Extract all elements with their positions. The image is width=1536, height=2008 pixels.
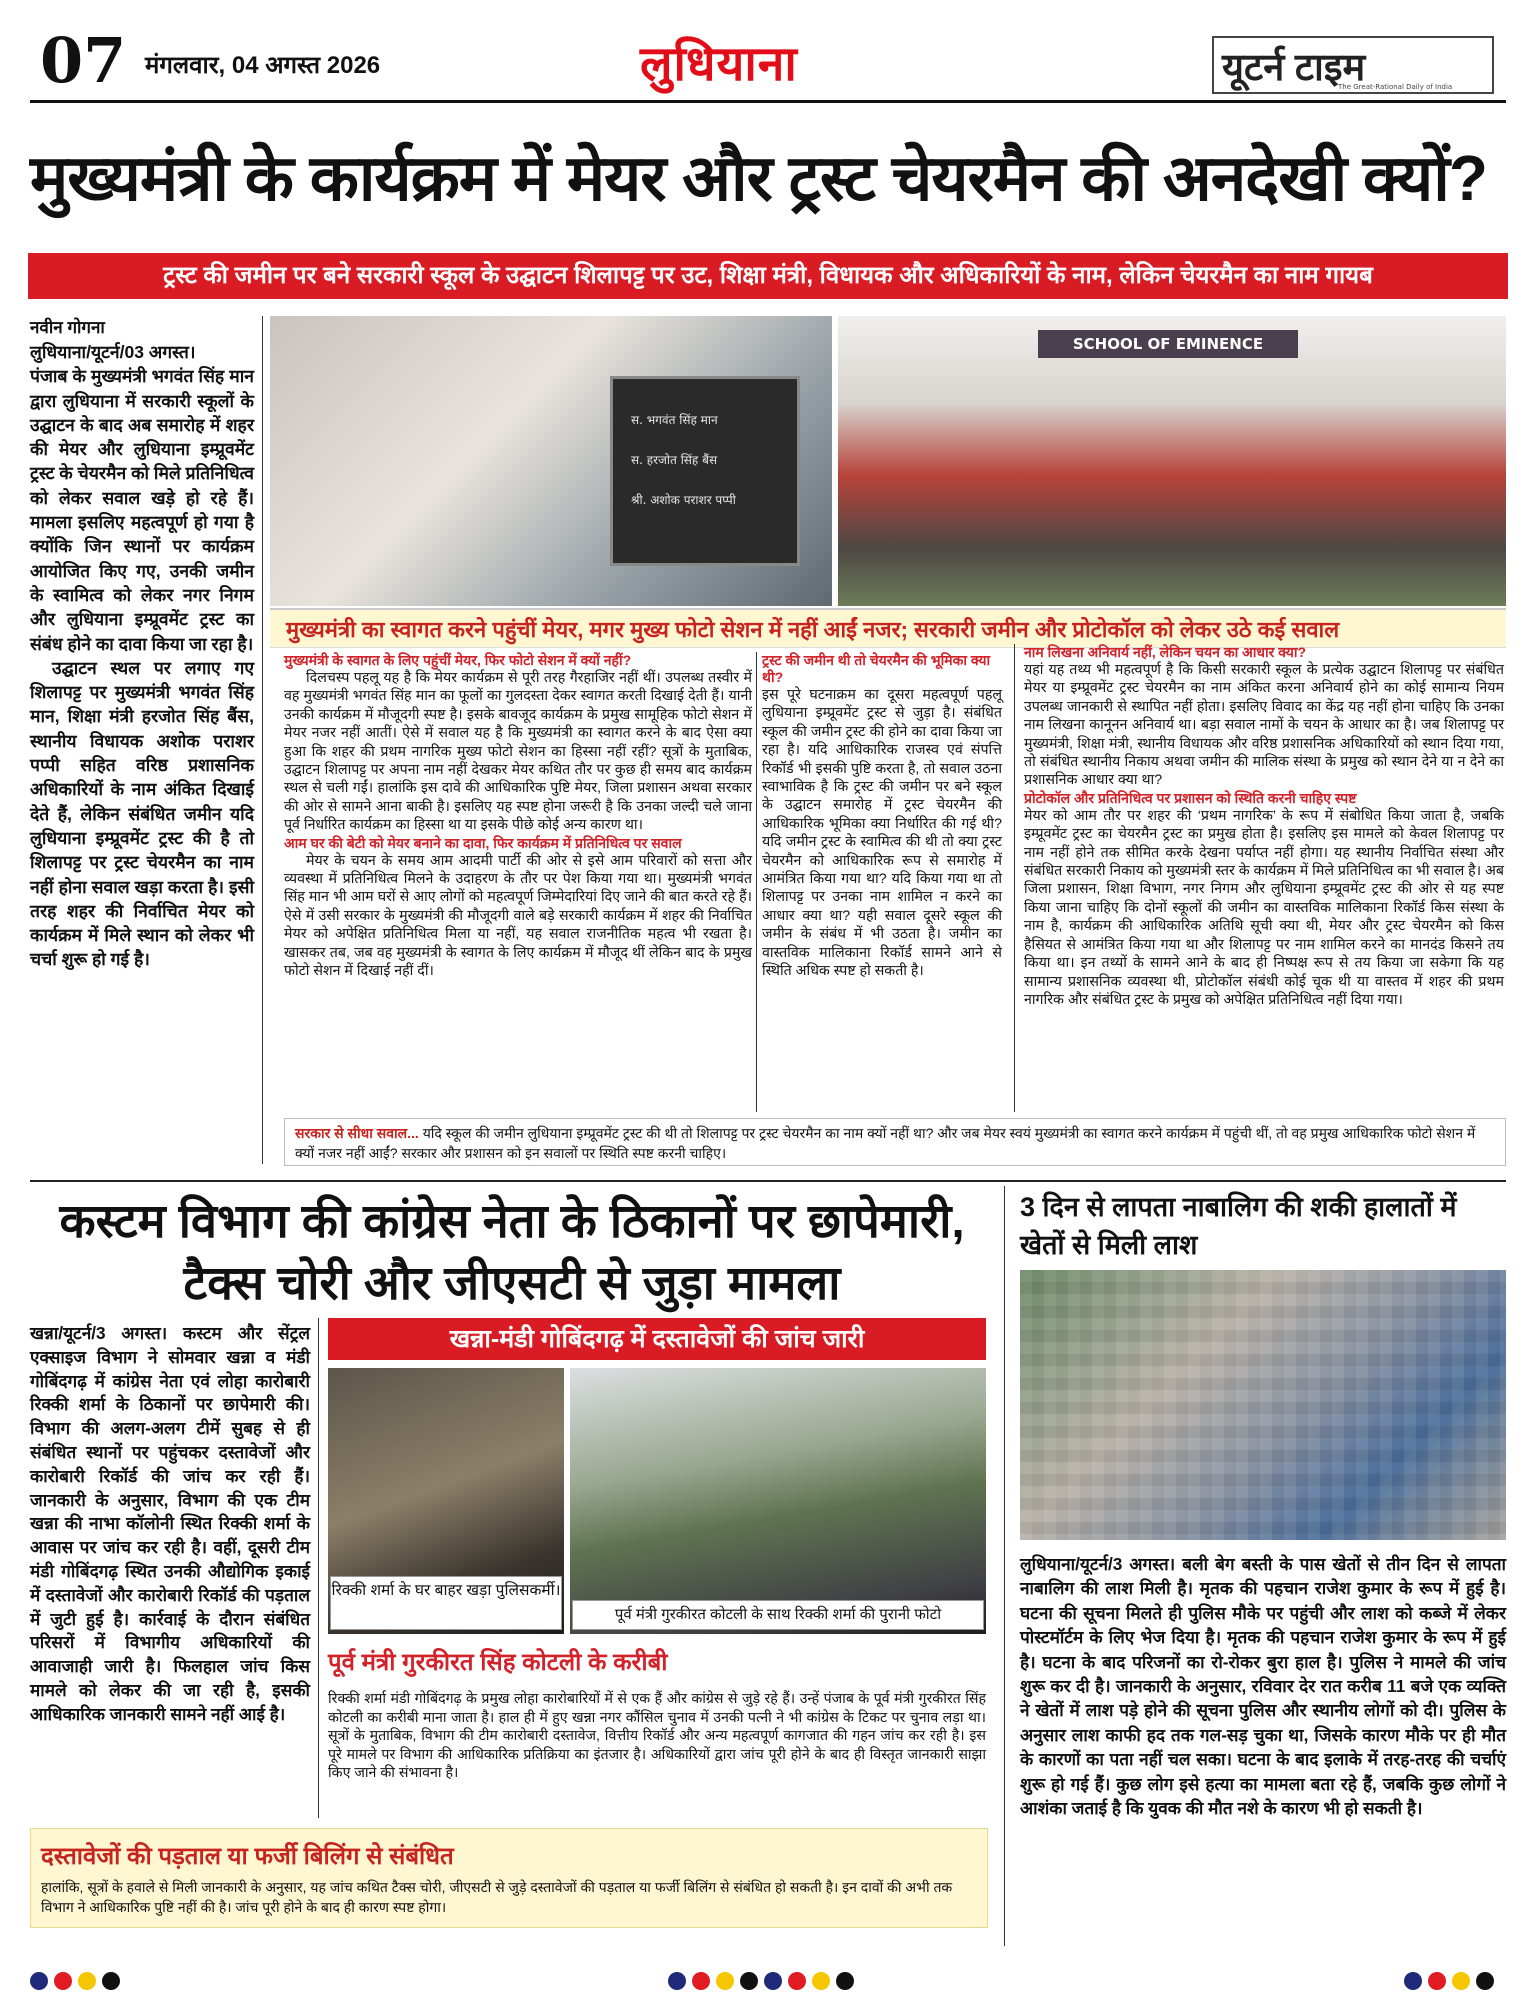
school-sign: SCHOOL OF EMINENCE: [1038, 330, 1298, 358]
issue-date: मंगलवार, 04 अगस्त 2026: [145, 52, 381, 79]
footer-dot: [1404, 1972, 1422, 1990]
lead-paragraph: उद्घाटन स्थल पर लगाए गए शिलापट्ट पर मुख्यमंत्री भगवंत सिंह मान, शिक्षा मंत्री हरजोत सिंह बैंस, स्थानीय विधायक अशोक पराशर पप्पी सहित वरिष्ठ प्रशासनिक अधिकारियों के नाम अंकित दिखाई देते हैं, लेकिन संबंधित जमीन यदि लुधियाना इम्प्रूवमेंट ट्रस्ट की है तो शिलापट्ट पर ट्रस्ट चेयरमैन का नाम नहीं होना सवाल खड़ा करता है। इसी तरह शहर की निर्वाचित मेयर को कार्यक्रम में मिले स्थान को लेकर भी चर्चा शुरू हो गई है।: [30, 657, 254, 970]
policeman-photo-caption: रिक्की शर्मा के घर बाहर खड़ा पुलिसकर्मी।: [330, 1576, 562, 1630]
main-headline: मुख्यमंत्री के कार्यक्रम में मेयर और ट्रस्ट चेयरमैन की अनदेखी क्यों?: [30, 142, 1487, 214]
column-paragraph: दिलचस्प पहलू यह है कि मेयर कार्यक्रम से पूरी तरह गैरहाजिर नहीं थीं। उपलब्ध तस्वीर में वह मुख्यमंत्री भगवंत सिंह मान का फूलों का गुलदस्ता देकर स्वागत करती दिखाई देती हैं। यानी उनकी कार्यक्रम में मौजूदगी स्पष्ट है। इसके बावजूद कार्यक्रम के प्रमुख सामूहिक फोटो सेशन में मेयर नजर नहीं आतीं। ऐसे में सवाल यह है कि मुख्यमंत्री का स्वागत करने के बाद ऐसा क्या हुआ कि शहर की प्रथम नागरिक मुख्य फोटो सेशन का हिस्सा नहीं रहीं? सूत्रों के मुताबिक, उद्घाटन शिलापट्ट पर अपना नाम नहीं देखकर मेयर कथित तौर पर कुछ ही समय बाद कार्यक्रम स्थल से चली गईं। हालांकि इस दावे की आधिकारिक पुष्टि मेयर, जिला प्रशासन अथवा सरकार की ओर से सामने आना बाकी है। इसलिए यह स्पष्ट होना जरूरी है कि उनका जल्दी चले जाना पूर्व निर्धारित कार्यक्रम का हिस्सा था या इसके पीछे कोई अन्य कारण था।: [284, 670, 752, 834]
column-paragraph: इस पूरे घटनाक्रम का दूसरा महत्वपूर्ण पहलू लुधियाना इम्प्रूवमेंट ट्रस्ट से जुड़ा है। संबंधित स्कूल की जमीन ट्रस्ट की होने का दावा किया जा रहा है। यदि आधिकारिक राजस्व एवं संपत्ति रिकॉर्ड भी इसकी पुष्टि करता है, तो सवाल उठना स्वाभाविक है कि ट्रस्ट की जमीन पर बने स्कूल के उद्घाटन समारोह में ट्रस्ट चेयरमैन की आधिकारिक भूमिका क्या निर्धारित की गई थी? यदि जमीन ट्रस्ट के स्वामित्व की थी तो क्या ट्रस्ट चेयरमैन को आधिकारिक रूप से समारोह में आमंत्रित किया गया था? यदि किया गया था तो शिलापट्ट पर उनका नाम शामिल न करने का आधार क्या था? यही सवाल दूसरे स्कूल की जमीन के संबंध में भी उठता है। जमीन का वास्तविक मालिकाना रिकॉर्ड सामने आने से स्थिति अधिक स्पष्ट हो सकती है।: [762, 687, 1002, 980]
plaque-line: स. हरजोत सिंह बैंस: [631, 453, 718, 467]
footer-dots-center: [668, 1972, 854, 1990]
customs-raid-subheading: पूर्व मंत्री गुरकीरत सिंह कोटली के करीबी: [328, 1649, 668, 1676]
newspaper-logo: [1212, 36, 1494, 94]
lead-paragraph: पंजाब के मुख्यमंत्री भगवंत सिंह मान द्वारा लुधियाना में सरकारी स्कूलों के उद्घाटन के बाद अब समारोह में शहर की मेयर और लुधियाना इम्प्रूवमेंट ट्रस्ट के चेयरमैन को मिले प्रतिनिधित्व को लेकर सवाल खड़े हो रहे हैं। मामला इसलिए महत्वपूर्ण हो गया है क्योंकि जिन स्थानों पर कार्यक्रम आयोजित किए गए, उनकी जमीन के स्वामित्व को लेकर नगर निगम और लुधियाना इम्प्रूवमेंट ट्रस्ट का संबंध होने का दावा किया जा रहा है।: [30, 366, 255, 654]
page-number: 07: [40, 24, 127, 97]
pixelation-overlay: [1020, 1270, 1506, 1540]
customs-raid-banner-text: खन्ना-मंडी गोबिंदगढ़ में दस्तावेजों की जांच जारी: [449, 1325, 865, 1353]
plaque-line: स. भगवंत सिंह मान: [631, 413, 718, 427]
lead-column: [30, 340, 254, 972]
footer-dot: [740, 1972, 758, 1990]
group-photo: [838, 316, 1506, 606]
article-column-1: [284, 652, 752, 981]
article-column-2: [762, 652, 1002, 981]
inauguration-plaque: [610, 376, 800, 566]
footer-dot: [30, 1972, 48, 1990]
customs-raid-body: खन्ना/यूटर्न/3 अगस्त। कस्टम और सेंट्रल एक्साइज विभाग ने सोमवार खन्ना व मंडी गोबिंदगढ़ में कांग्रेस नेता एवं लोहा कारोबारी रिक्की शर्मा के ठिकानों पर छापेमारी की। विभाग की अलग-अलग टीमें सुबह से ही संबंधित स्थानों पर पहुंचकर दस्तावेजों और कारोबारी रिकॉर्ड की जांच कर रही हैं। जानकारी के अनुसार, विभाग की एक टीम खन्ना की नाभा कॉलोनी स्थित रिक्की शर्मा के आवास पर जांच कर रही है। वहीं, दूसरी टीम मंडी गोबिंदगढ़ स्थित उनकी औद्योगिक इकाई में दस्तावेजों और कारोबारी रिकॉर्ड की पड़ताल में जुटी हुई है। कार्रवाई के दौरान संबंधित परिसरों में विभागीय अधिकारियों की आवाजाही जारी है। फिलहाल जांच किस मामले को लेकर की जा रही है, इसकी आधिकारिक जानकारी सामने नहीं आई है।: [30, 1323, 310, 1724]
column-divider: [318, 1318, 319, 1818]
missing-minor-body: लुधियाना/यूटर्न/3 अगस्त। बली बेग बस्ती के पास खेतों से तीन दिन से लापता नाबालिग की लाश मिली है। मृतक की पहचान राजेश कुमार के रूप में हुई है। घटना की सूचना मिलते ही पुलिस मौके पर पहुंची और लाश को कब्जे में लेकर पोस्टमॉर्टम के लिए भेज दिया है। मृतक की पहचान राजेश कुमार के रूप में हुई है। घटना के बाद परिजनों का रो-रोकर बुरा हाल है। पुलिस ने मामले की जांच शुरू कर दी है। जानकारी के अनुसार, रविवार देर रात करीब 11 बजे एक व्यक्ति ने खेतों में लाश पड़े होने की सूचना पुलिस और स्थानीय लोगों को दी। पुलिस के अनुसार लाश काफी हद तक गल-सड़ चुका था, जिसके कारण मौके पर ही मौत के कारणों का पता नहीं चल सका। घटना के बाद इलाके में तरह-तरह की चर्चाएं शुरू हो गई हैं। कुछ लोग इसे हत्या का मामला बता रहे हैं, जबकि कुछ लोगों ने आशंका जताई है कि युवक की मौत नशे के कारण भी हो सकती है।: [1020, 1554, 1506, 1819]
minister-photo-caption: पूर्व मंत्री गुरकीरत कोटली के साथ रिक्की शर्मा की पुरानी फोटो: [572, 1600, 984, 1630]
footer-dot: [1428, 1972, 1446, 1990]
section-rule: [30, 1180, 1506, 1182]
column-divider: [1014, 644, 1015, 1112]
footer-dot: [692, 1972, 710, 1990]
footer-dot: [668, 1972, 686, 1990]
footer-dots-right: [1404, 1972, 1494, 1990]
footer-dot: [812, 1972, 830, 1990]
footer-dot: [716, 1972, 734, 1990]
column-divider: [262, 316, 263, 1164]
fake-billing-text: हालांकि, सूत्रों के हवाले से मिली जानकारी के अनुसार, यह जांच कथित टैक्स चोरी, जीएसटी से जुड़े दस्तावेजों की पड़ताल या फर्जी बिलिंग से संबंधित हो सकती है। इन दावों की अभी तक विभाग ने आधिकारिक पुष्टि नहीं की है। जांच पूरी होने के बाद ही कारण स्पष्ट होगा।: [41, 1879, 953, 1915]
photo-caption-bar: [270, 608, 1506, 648]
article-column-3: [1024, 644, 1504, 1009]
column-divider: [756, 652, 757, 1112]
customs-raid-sub-body: रिक्की शर्मा मंडी गोबिंदगढ़ के प्रमुख लोहा कारोबारियों में से एक हैं और कांग्रेस से जुड़े रहे हैं। उन्हें पंजाब के पूर्व मंत्री गुरकीरत सिंह कोटली का करीबी माना जाता है। हाल ही में हुए खन्ना नगर कौंसिल चुनाव में उनकी पत्नी ने भी कांग्रेस के टिकट पर चुनाव लड़ा था। सूत्रों के मुताबिक, विभाग की टीम कारोबारी दस्तावेज, वित्तीय रिकॉर्ड और अन्य महत्वपूर्ण कागजात की गहन जांच कर रही है। इस पूरे मामले पर विभाग की आधिकारिक प्रतिक्रिया का इंतजार है। अधिकारियों द्वारा जांच पूरी होने के बाद ही विस्तृत जानकारी साझा किए जाने की संभावना है।: [328, 1691, 986, 1782]
footer-dot: [788, 1972, 806, 1990]
question-box: [284, 1118, 1506, 1166]
missing-minor-headline: 3 दिन से लापता नाबालिग की शकी हालातों में खेतों से मिली लाश: [1020, 1192, 1457, 1260]
byline: [30, 316, 254, 340]
sub-headline-text: ट्रस्ट की जमीन पर बने सरकारी स्कूल के उद्घाटन शिलापट्ट पर उट, शिक्षा मंत्री, विधायक और अधिकारियों के नाम, लेकिन चेयरमैन का नाम गायब: [163, 262, 1373, 289]
customs-raid-banner: [328, 1318, 986, 1360]
question-box-text: [295, 1123, 1495, 1163]
column-subheading: नाम लिखना अनिवार्य नहीं, लेकिन चयन का आधार क्या?: [1024, 644, 1307, 660]
column-paragraph: मेयर को आम तौर पर शहर की ‘प्रथम नागरिक’ के रूप में संबोधित किया जाता है, जबकि इम्प्रूवमेंट ट्रस्ट का चेयरमैन ट्रस्ट का प्रमुख होता है। इसलिए इस मामले को केवल शिलापट्ट पर नाम नहीं होने तक सीमित करके देखना पर्याप्त नहीं होगा। यह स्थानीय निर्वाचित संस्था और संबंधित सरकारी निकाय को मुख्यमंत्री स्तर के कार्यक्रम में मिले प्रतिनिधित्व का भी सवाल है। अब जिला प्रशासन, शिक्षा विभाग, नगर निगम और लुधियाना इम्प्रूवमेंट ट्रस्ट की ओर से यह स्पष्ट किया जाना चाहिए कि दोनों स्कूलों की जमीन का वास्तविक मालिकाना रिकॉर्ड किस संस्था के नाम है, कार्यक्रम की आधिकारिक अतिथि सूची क्या थी, मेयर और ट्रस्ट चेयरमैन को किस हैसियत से आमंत्रित किया गया था और शिलापट्ट पर नाम शामिल करने का मानदंड किसने तय किया था। इन तथ्यों के सामने आने के बाद ही निष्पक्ष रूप से तय किया जा सकेगा कि यह सामान्य प्रशासनिक व्यवस्था थी, प्रोटोकॉल संबंधी कोई चूक थी या वास्तव में शहर की प्रथम नागरिक और संबंधित ट्रस्ट के प्रमुख को अपेक्षित प्रतिनिधित्व नहीं दिया गया।: [1024, 807, 1504, 1008]
byline-author: नवीन गोगना: [30, 318, 105, 337]
column-paragraph: मेयर के चयन के समय आम आदमी पार्टी की ओर से इसे आम परिवारों को सत्ता और व्यवस्था में प्रतिनिधित्व मिलने के उदाहरण के तौर पर पेश किया गया था। मुख्यमंत्री भगवंत सिंह मान भी आम घरों से आए लोगों को महत्वपूर्ण जिम्मेदारियां दिए जाने की बात करते रहे हैं। ऐसे में उसी सरकार के मुख्यमंत्री की मौजूदगी वाले बड़े सरकारी कार्यक्रम में शहर की निर्वाचित मेयर को अपेक्षित प्रतिनिधित्व मिला या नहीं, यह सवाल राजनीतिक महत्व भी रखता है। खासकर तब, जब वह मुख्यमंत्री के स्वागत के लिए कार्यक्रम में मौजूद थीं लेकिन बाद के प्रमुख फोटो सेशन में दिखाई नहीं दीं।: [284, 852, 752, 980]
logo-tagline: The Great-Rational Daily of India: [1338, 83, 1453, 91]
header-rule: [30, 100, 1506, 103]
old-photo-with-minister: [570, 1368, 986, 1634]
footer-dot: [54, 1972, 72, 1990]
footer-dot: [836, 1972, 854, 1990]
column-paragraph: यहां यह तथ्य भी महत्वपूर्ण है कि किसी सरकारी स्कूल के प्रत्येक उद्घाटन शिलापट्ट पर संबंधित मेयर या इम्प्रूवमेंट ट्रस्ट चेयरमैन का नाम अंकित करना अनिवार्य होने का कोई सामान्य नियम उपलब्ध जानकारी से स्थापित नहीं होता। इसलिए विवाद का केंद्र यह नहीं होना चाहिए कि उनका नाम लिखना कानूनन अनिवार्य था। बड़ा सवाल नामों के चयन के आधार का है। जब शिलापट्ट पर मुख्यमंत्री, शिक्षा मंत्री, स्थानीय विधायक और वरिष्ठ प्रशासनिक अधिकारियों को स्थान दिया गया, तो संबंधित स्थानीय निकाय अथवा जमीन की मालिक संस्था के प्रमुख को स्थान देने या न देने का प्रशासनिक आधार क्या था?: [1024, 662, 1504, 789]
column-subheading: ट्रस्ट की जमीन थी तो चेयरमैन की भूमिका क्या थी?: [762, 652, 991, 685]
column-subheading: प्रोटोकॉल और प्रतिनिधित्व पर प्रशासन को स्थिति करनी चाहिए स्पष्ट: [1024, 789, 1357, 806]
blurred-body-photo: [1020, 1270, 1506, 1540]
column-divider: [1004, 1186, 1005, 1946]
column-subheading: आम घर की बेटी को मेयर बनाने का दावा, फिर कार्यक्रम में प्रतिनिधित्व पर सवाल: [284, 834, 682, 851]
question-box-body: यदि स्कूल की जमीन लुधियाना इम्प्रूवमेंट ट्रस्ट की थी तो शिलापट्ट पर ट्रस्ट चेयरमैन का नाम क्यों नहीं था? और जब मेयर स्वयं मुख्यमंत्री का स्वागत करने कार्यक्रम में पहुंची थीं, तो वह प्रमुख आधिकारिक फोटो सेशन में क्यों नजर नहीं आईं? सरकार और प्रशासन को इन सवालों पर स्थिति स्पष्ट करनी चाहिए।: [295, 1125, 1476, 1161]
plaque-line: श्री. अशोक पराशर पप्पी: [631, 493, 736, 507]
question-box-label: सरकार से सीधा सवाल...: [295, 1125, 419, 1141]
inauguration-photo: [270, 316, 832, 606]
fake-billing-box: [30, 1828, 988, 1928]
footer-dot: [1452, 1972, 1470, 1990]
footer-dot: [78, 1972, 96, 1990]
column-subheading: मुख्यमंत्री के स्वागत के लिए पहुंचीं मेयर, फिर फोटो सेशन में क्यों नहीं?: [284, 652, 632, 668]
footer-dots-left: [30, 1972, 120, 1990]
photo-caption: मुख्यमंत्री का स्वागत करने पहुंचीं मेयर, मगर मुख्य फोटो सेशन में नहीं आईं नजर; सरकारी जमीन और प्रोटोकॉल को लेकर उठे कई सवाल: [286, 617, 1340, 642]
customs-raid-headline: कस्टम विभाग की कांग्रेस नेता के ठिकानों पर छापेमारी, टैक्स चोरी और जीएसटी से जुड़ा मामला: [59, 1194, 965, 1309]
footer-dot: [764, 1972, 782, 1990]
logo-name: यूटर्न टाइम: [1222, 47, 1366, 89]
dateline: लुधियाना/यूटर्न/03 अगस्त।: [30, 342, 196, 362]
footer-dot: [102, 1972, 120, 1990]
sub-headline-banner: [28, 253, 1508, 299]
footer-dot: [1476, 1972, 1494, 1990]
fake-billing-heading: दस्तावेजों की पड़ताल या फर्जी बिलिंग से संबंधित: [41, 1843, 454, 1870]
section-city: लुधियाना: [640, 38, 798, 91]
